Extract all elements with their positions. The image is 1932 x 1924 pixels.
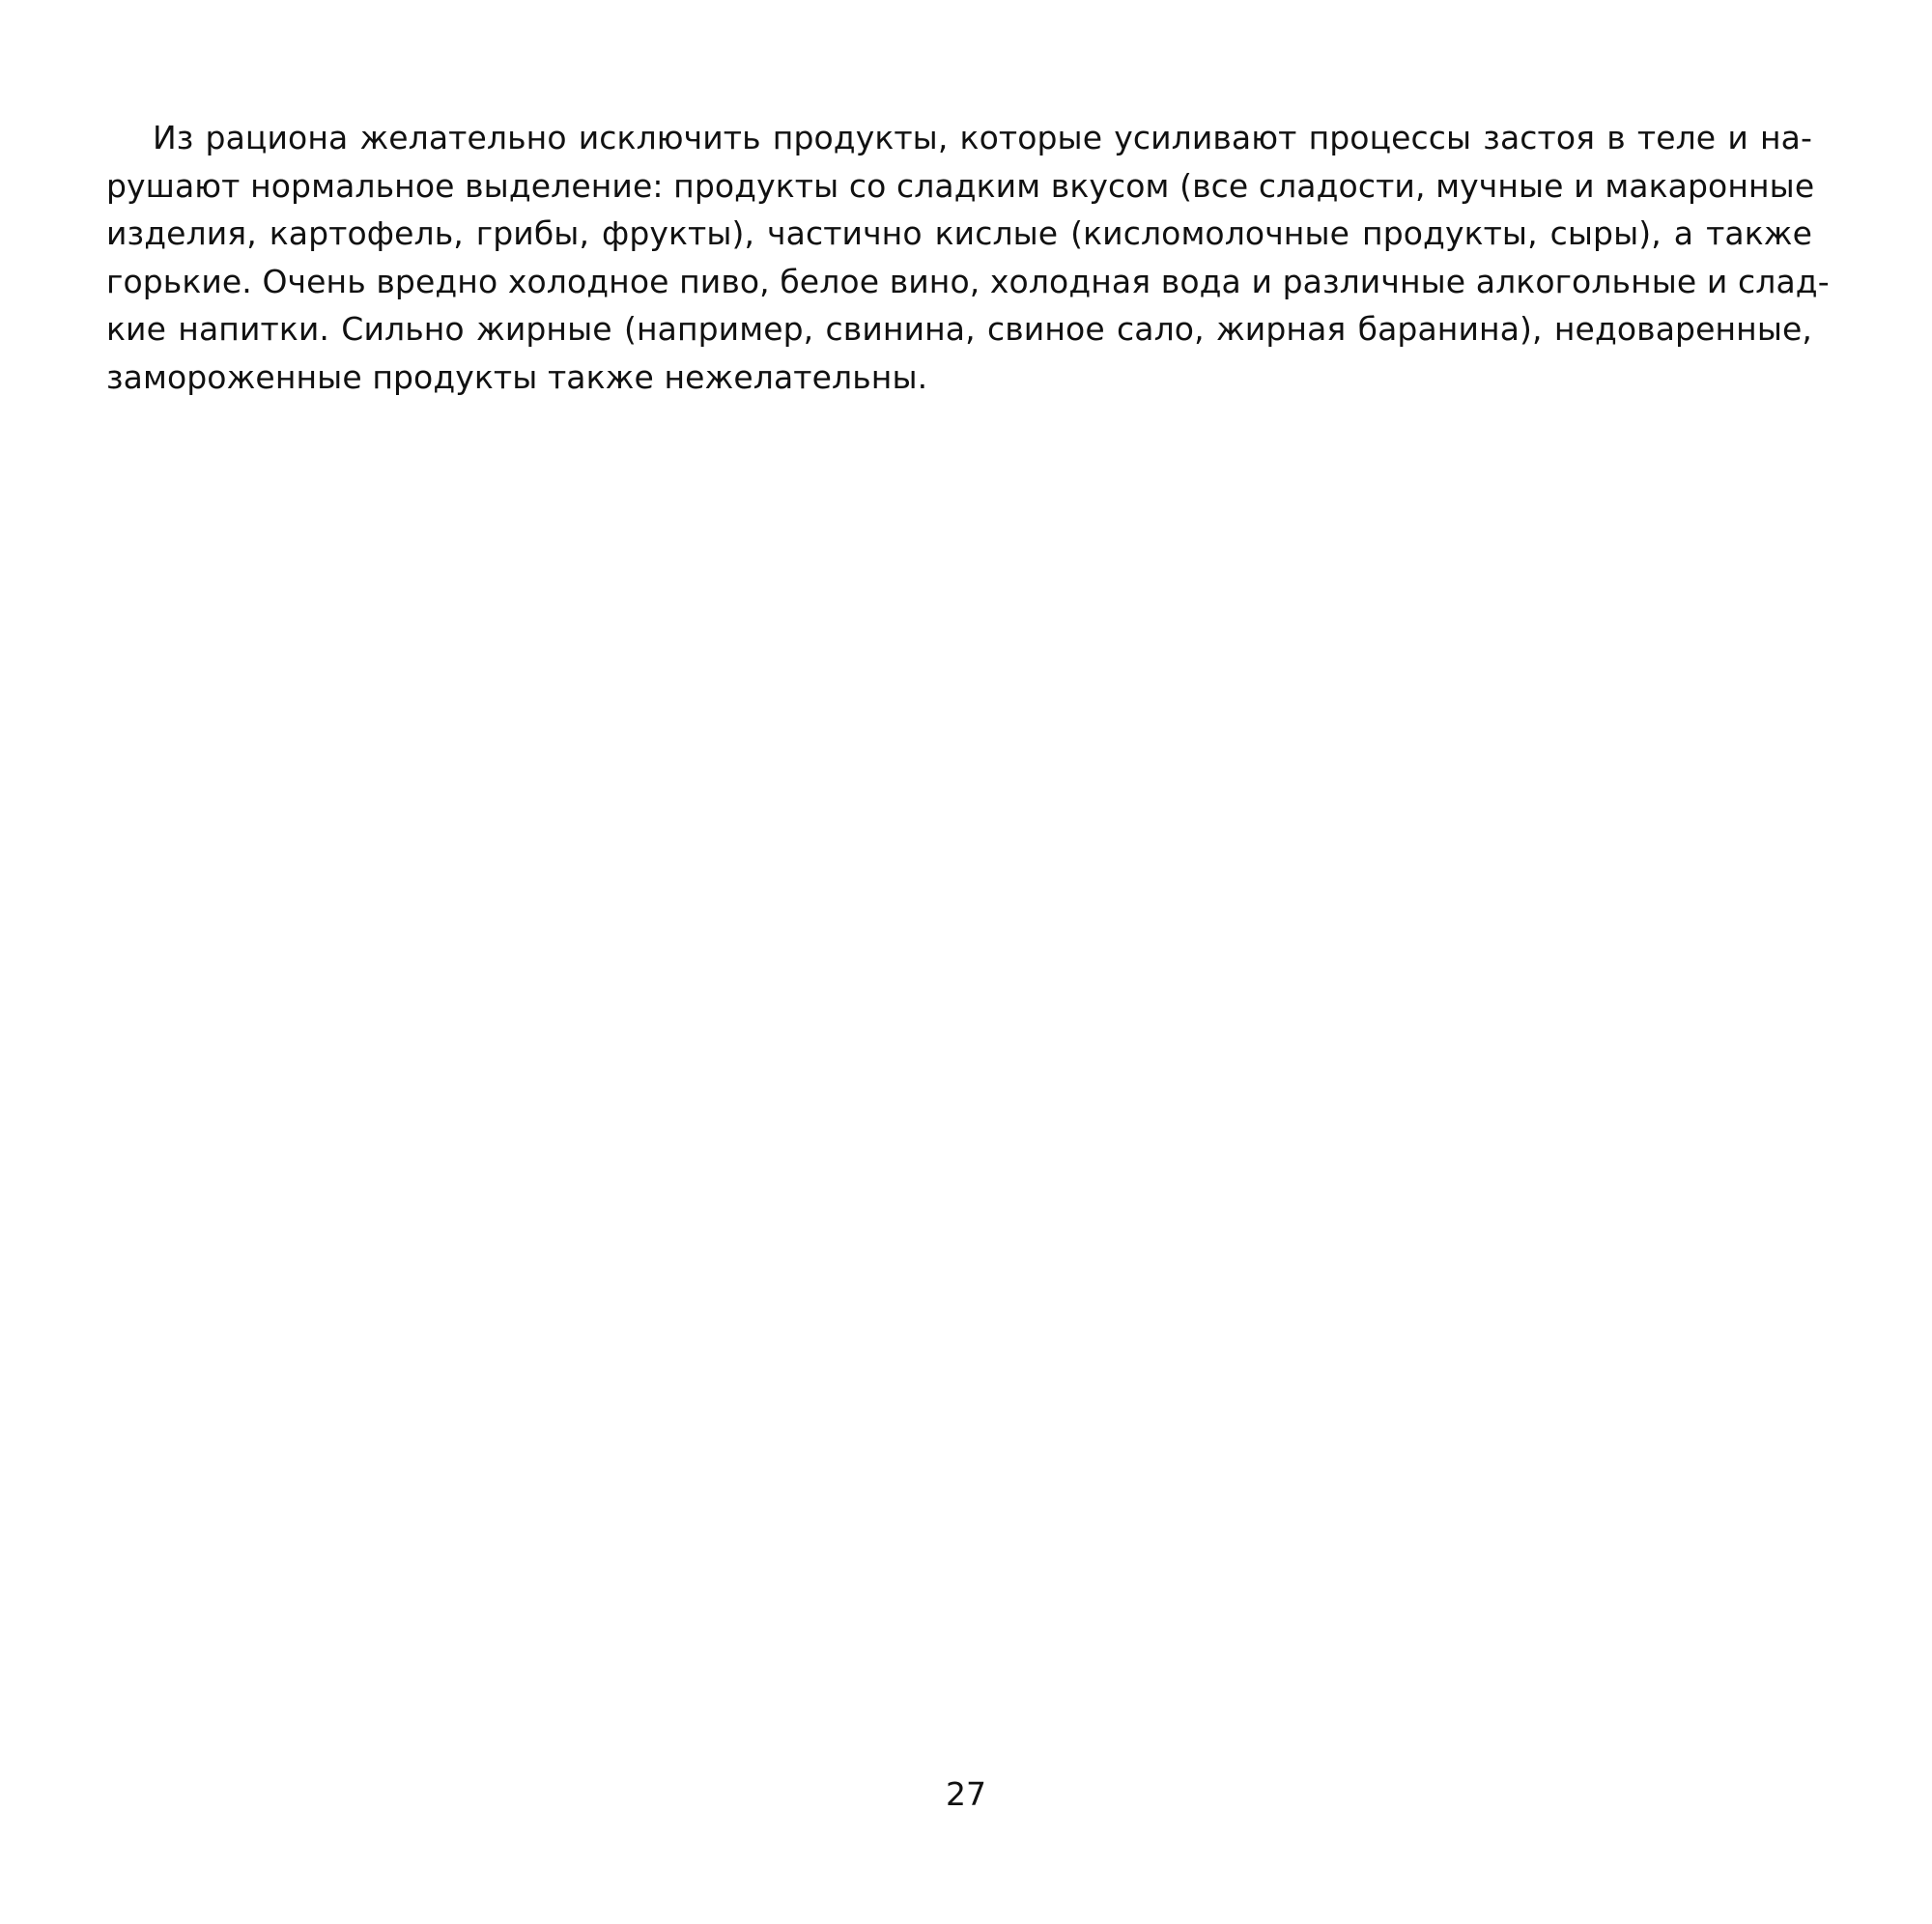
paragraph-line: изделия, картофель, грибы, фрукты), частично кислые (кисломолочные продукты, сыры), а также bbox=[106, 214, 1812, 252]
body-paragraph bbox=[106, 114, 1830, 401]
paragraph-line: кие напитки. Сильно жирные (например, свинина, свиное сало, жирная баранина), недоваренные, bbox=[106, 310, 1812, 348]
paragraph-line: горькие. Очень вредно холодное пиво, белое вино, холодная вода и различные алкогольные и слад- bbox=[106, 262, 1830, 300]
paragraph-line: рушают нормальное выделение: продукты со сладким вкусом (все сладости, мучные и макаронные bbox=[106, 166, 1815, 205]
paragraph-line: замороженные продукты также нежелательны. bbox=[106, 357, 928, 396]
page-number: 27 bbox=[946, 1775, 986, 1813]
paragraph-line: Из рациона желательно исключить продукты, которые усиливают процессы застоя в теле и на- bbox=[153, 119, 1812, 156]
